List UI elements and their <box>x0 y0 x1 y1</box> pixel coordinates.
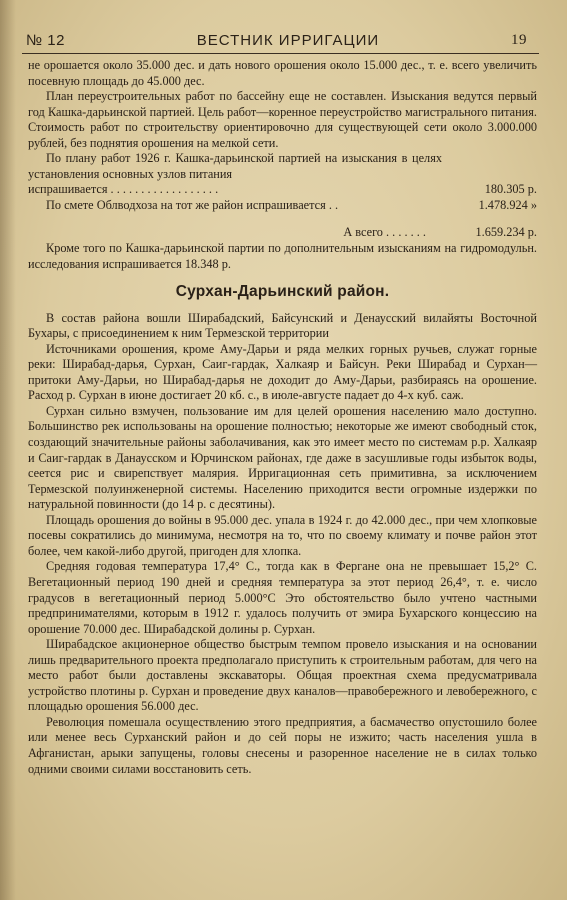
article-body <box>28 58 537 777</box>
paragraph: Кроме того по Кашка-дарьинской партии по дополнительным изысканиям на гидромодульн. исследования испрашивается 18.348 р. <box>28 241 537 271</box>
section-title: Сурхан-Дарьинский район. <box>175 283 390 301</box>
page-number: 19 <box>511 31 527 48</box>
plan-intro: По плану работ 1926 г. Кашка-дарьинской партией на изыскания в целях установления основных узлов питания <box>28 151 442 181</box>
paragraph: План переустроительных работ по бассейну еще не составлен. Изыскания ведутся первый год Кашка-дарьинской партией. Цель работ—коренное переустройство магистрального питания. Стоимость работ по строительству ориентировочно для существующей сети около 3.000.000 рублей, без поднятия орошения на мелкой сети. <box>28 89 537 150</box>
header-rule <box>22 53 539 54</box>
running-header <box>26 30 527 50</box>
sum-amount: 180.305 р. <box>484 182 537 197</box>
sum-label: По смете Облводхоза на тот же район испрашивается . . <box>46 197 339 212</box>
paragraph: Революция помешала осуществлению этого предприятия, а басмачество опустошило более или менее весь Сурханский район и до сей поры не изжито; часть населения ушла в Афганистан, арыки запущены, головы снесены и разоренное население не в силах только одними своими силами восстановить сеть. <box>28 714 537 776</box>
paragraph: не орошается около 35.000 дес. и дать нового орошения около 15.000 дес., т. е. всего увеличить посевную площадь до 45.000 дес. <box>28 58 537 88</box>
paragraph: В состав района вошли Ширабадский, Байсунский и Денаусский вилайяты Восточной Бухары, с присоединением к ним Термезской территории <box>28 310 537 341</box>
paragraph: Ширабадское акционерное общество быстрым темпом провело изыскания и на основании лишь предварительного проекта предполагало приступить к строительным работам, для чего на место работ были доставлены экскаваторы. Общая проектная схема предусматривала устройство плотины р. Сурхан и проведение двух каналов—правобережного и левобережного, с площадью орошения 56.000 дес. <box>28 637 537 714</box>
paragraph: Источниками орошения, кроме Аму-Дарьи и ряда мелких горных ручьев, служат горные реки: Ширабад-дарья, Сурхан, Саиг-гардак, Халкаяр и Байсун. Реки Ширабад и Сурхан—притоки Аму-Дарьи, но Ширабад-дарья не доходит до Аму-Дарьи, разбираясь на орошение. Расход р. Сурхан в июне достигает 20 кб. с., в июле-августе падает до 4-х куб. саж. <box>28 341 537 403</box>
total-label: А всего . . . . . . . <box>343 225 426 240</box>
total-amount: 1.659.234 р. <box>475 225 537 240</box>
issue-number: № 12 <box>26 31 65 49</box>
journal-title: ВЕСТНИК ИРРИГАЦИИ <box>196 31 380 49</box>
sum-label: испрашивается . . . . . . . . . . . . . . . . . . <box>28 182 219 197</box>
paragraph: Сурхан сильно взмучен, пользование им для целей орошения населению мало доступно. Большинство рек использованы на орошение полностью; некоторые же имеют свободный сток, создающий значительные районы заболачивания, как это имеет место по системам р.р. Халкаяр и Саиг-гардак в Данаусском и Юрчинском районах, где даже в засушливые годы избыток воды, сеется рис и свирепствует малярия. Ирригационная сеть примитивна, за исключением Термезской полуинженерной системы. Населению приходится вести огромные издержки по натуральной повинности (до 14 р. с десятины). <box>28 403 537 512</box>
binding-shadow <box>0 0 16 900</box>
total-row <box>28 225 537 241</box>
sum-row <box>28 198 537 214</box>
sum-amount: 1.478.924 » <box>478 197 537 212</box>
paragraph: Средняя годовая температура 17,4° С., тогда как в Фергане она не превышает 15,2° С. Вегетационный период 190 дней и средняя температура за этот период 26,4°, т. е. число градусов в вегетационный период 5.000°С Это обстоятельство было учтено частными предпринимателями, которым в 1912 г. удалось получить от эмира Бухарского концессию на орошение 70.000 дес. Ширабадской долины р. Сурхан. <box>28 559 537 636</box>
sum-row <box>28 182 537 198</box>
paragraph: Площадь орошения до войны в 95.000 дес. упала в 1924 г. до 42.000 дес., при чем хлопковые посевы сократились до минимума, несмотря на то, что по своему климату и почве район этот более, чем какой-либо другой, пригоден для хлопка. <box>28 512 537 558</box>
